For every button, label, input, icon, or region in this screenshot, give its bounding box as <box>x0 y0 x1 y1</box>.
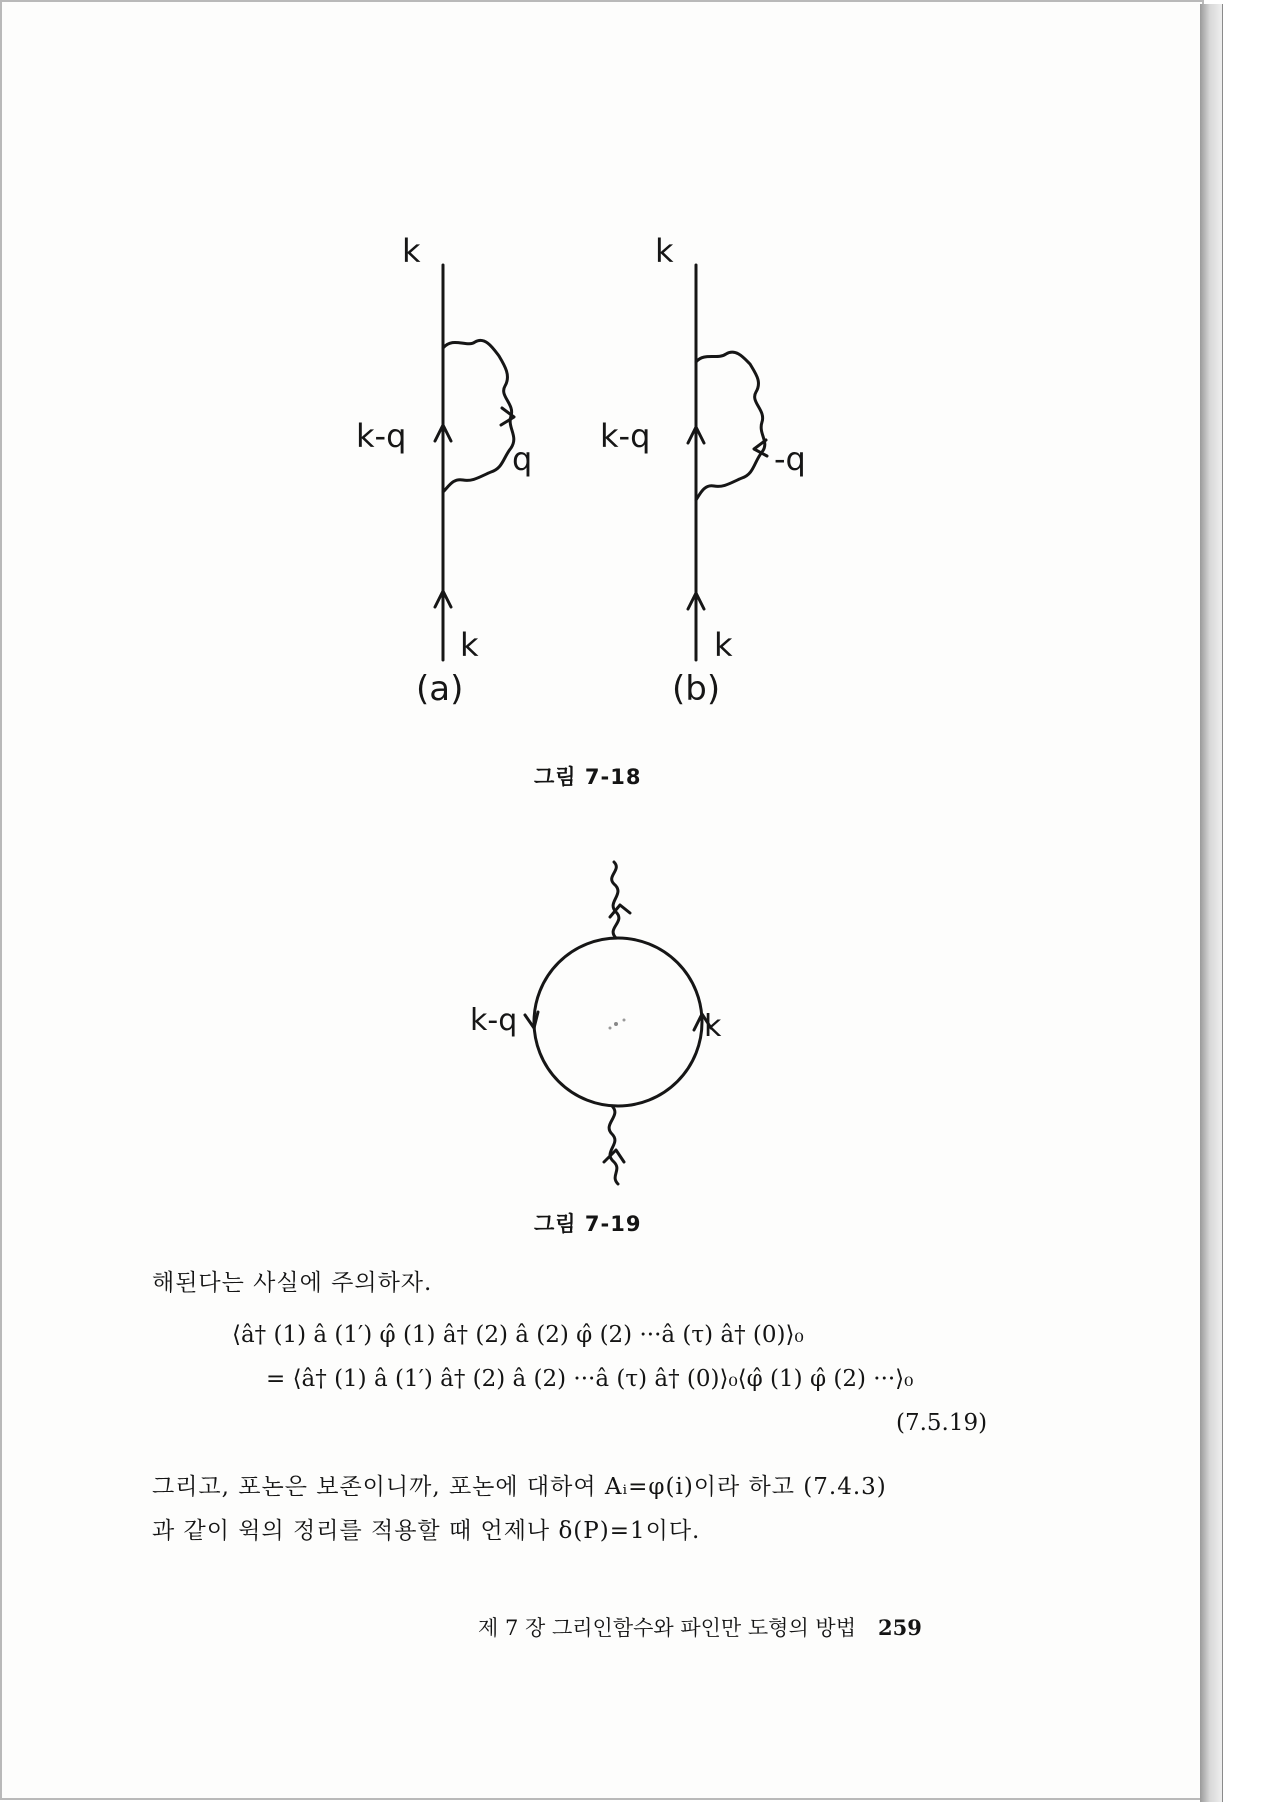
diagram-a-bottom-label: k <box>460 626 479 664</box>
equation-number: (7.5.19) <box>896 1410 988 1436</box>
diagram-b <box>688 265 767 660</box>
diagram-b-top-label: k <box>655 232 674 270</box>
scan-speck <box>614 1022 618 1026</box>
bubble-right-label: k <box>704 1009 722 1044</box>
page-number: 259 <box>878 1615 922 1640</box>
scan-speck <box>609 1027 612 1030</box>
bubble-photon-bottom <box>609 1106 618 1184</box>
equation-line-1: ⟨â† (1) â (1′) φ̂ (1) â† (2) â (2) φ̂ (2) ···â (τ) â† (0)⟩₀ <box>232 1322 804 1348</box>
bubble-photon-top <box>612 862 619 938</box>
scan-speck <box>623 1019 626 1022</box>
diagram-b-photon-line <box>696 352 765 500</box>
bubble-loop <box>534 938 702 1106</box>
paragraph-line-1: 그리고, 포논은 보존이니까, 포논에 대하여 Aᵢ=φ(i)이라 하고 (7.4.3) <box>152 1474 887 1500</box>
figure-7-19-caption: 그림 7-19 <box>534 1212 642 1236</box>
diagram-b-bottom-label: k <box>714 626 733 664</box>
paragraph-line-2: 과 같이 윅의 정리를 적용할 때 언제나 δ(P)=1이다. <box>152 1518 701 1544</box>
diagram-b-photon-label: -q <box>774 440 806 478</box>
bubble-left-label: k-q <box>470 1003 518 1038</box>
equation-line-2: = ⟨â† (1) â (1′) â† (2) â (2) ···â (τ) â† (0)⟩₀⟨φ̂ (1) φ̂ (2) ···⟩₀ <box>266 1366 914 1392</box>
polarization-bubble <box>525 862 711 1184</box>
diagram-a <box>435 265 514 660</box>
bubble-arrow-left <box>525 1012 538 1028</box>
text-line-1: 해된다는 사실에 주의하자. <box>152 1270 433 1296</box>
diagram-b-panel-label: (b) <box>672 669 721 709</box>
diagram-a-top-label: k <box>402 232 421 270</box>
figure-7-18-caption: 그림 7-18 <box>534 765 642 789</box>
diagram-a-photon-label: q <box>512 440 533 478</box>
running-footer <box>478 1612 922 1642</box>
diagram-b-internal-label: k-q <box>600 417 651 455</box>
diagram-a-internal-label: k-q <box>356 417 407 455</box>
chapter-title: 제 7 장 그리인함수와 파인만 도형의 방법 <box>478 1616 856 1640</box>
diagram-a-panel-label: (a) <box>416 669 464 709</box>
diagram-a-photon-line <box>443 340 514 492</box>
